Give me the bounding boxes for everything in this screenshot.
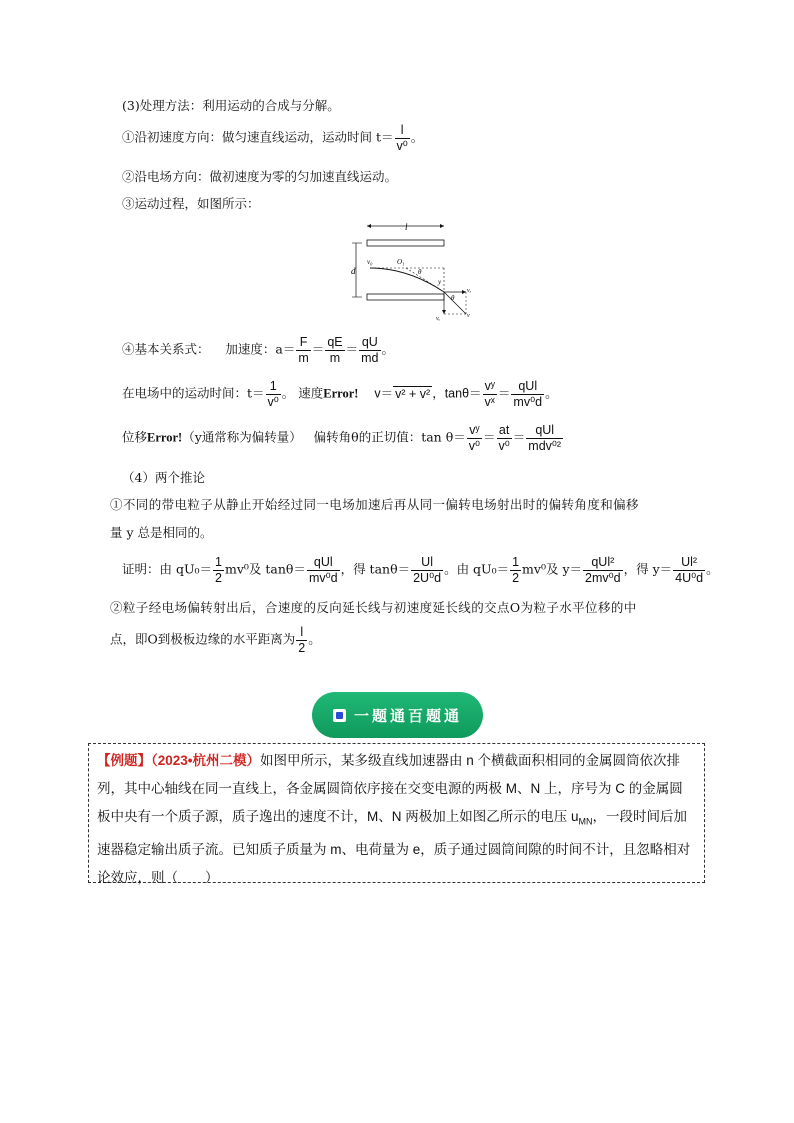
corollary-2-b: 点，即O到极板边缘的水平距离为 $\frac{l}{2}$ 。 xyxy=(110,625,321,655)
label-theta: θ xyxy=(418,268,422,276)
banner-text: 一题通百题通 xyxy=(353,706,462,725)
label-vy: vᵧ xyxy=(436,316,441,322)
example-sub: MN xyxy=(578,816,593,827)
label-v: v xyxy=(467,313,470,319)
lower-plate xyxy=(367,294,444,300)
time-velocity-line: 在电场中的运动时间：t＝ $\frac{1}{\text{v⁰}}$ 。 速度Error! v＝ v² + v² ，tanθ＝ $\frac{\text{vʸ}}{\text{vˣ}}$ ＝ $\frac{\text{qUl}}{\text{mv⁰d}}$ 。 xyxy=(122,379,558,409)
label-y: y xyxy=(438,278,442,286)
example-body-2: ，一段时间后加速器稳定输出质子流。已知质子质量为 m、电荷量为 e，质子通过圆筒间隙的时间不计，且忽略相对论效应，则（ ） xyxy=(97,809,691,885)
conclusion-3: ③运动过程，如图所示： xyxy=(122,196,260,211)
section-4-title: （4）两个推论 xyxy=(122,470,205,485)
section-3-title: (3)处理方法：利用运动的合成与分解。 xyxy=(122,98,340,113)
conclusion-4: ④基本关系式： 加速度：a＝ $\frac{F}{m}$ ＝ $\frac{qE}{m}$ ＝ $\frac{qU}{md}$ 。 xyxy=(122,335,395,365)
corollary-1-b: 量 y 总是相同的。 xyxy=(110,525,213,540)
label-v0: v₀ xyxy=(367,258,373,266)
proof-line: 证明：由 qU₀＝ $\frac{1}{2}$ mv⁰及 tanθ＝ $\frac{\text{qUl}}{\text{mv⁰d}}$ ，得 tanθ＝ $\frac{Ul}{\text{2U⁰d}}$ 。由 qU₀＝ $\frac{1}{2}$ mv⁰及 y＝ $\frac{\text{qUl²}}{\text{2mv⁰d}}$ ，得 y＝ $\frac{\text{Ul²}}{\text{4U⁰d}}$ 。 xyxy=(122,555,719,585)
conclusion-2: ②沿电场方向：做初速度为零的匀加速直线运动。 xyxy=(122,169,398,184)
example-box xyxy=(88,743,705,883)
deflection-diagram xyxy=(348,222,476,322)
example-tag: 【例题】 xyxy=(97,753,151,768)
label-o1: O₁ xyxy=(397,258,405,266)
label-d: d xyxy=(351,266,356,276)
label-vx: vₓ xyxy=(467,288,472,294)
fraction: $\frac{l}{\text{v⁰}}$ xyxy=(396,123,408,153)
conclusion-1: ①沿初速度方向：做匀速直线运动，运动时间 t＝ $\frac{l}{\text{v⁰}}$ 。 xyxy=(122,123,424,153)
displacement-line: 位移Error!（y通常称为偏转量） 偏转角θ的正切值：tan θ＝ $\frac{\text{vʸ}}{\text{v⁰}}$ ＝ $\frac{at}{\text{v⁰}}$ ＝ $\frac{\text{qUl}}{\text{mdv⁰²}}$ xyxy=(122,423,562,453)
corollary-2-a: ②粒子经电场偏转射出后，合速度的反向延长线与初速度延长线的交点O为粒子水平位移的中 xyxy=(110,600,637,615)
label-theta-2: θ xyxy=(451,294,455,302)
example-source: （2023•杭州二模） xyxy=(151,753,261,768)
example-body-1: 如图甲所示，某多级直线加速器由 n 个横截面积相同的金属圆筒依次排列，其中心轴线在同一直线上，各金属圆筒依序接在交变电源的两极 M、N 上，序号为 C 的金属圆板中央有一个质子源，质子逸出的速度不计，M、N 两极加上如图乙所示的电压 u xyxy=(97,753,683,824)
square-icon xyxy=(333,709,346,722)
upper-plate xyxy=(367,240,444,246)
section-banner xyxy=(312,692,483,738)
corollary-1-a: ①不同的带电粒子从静止开始经过同一电场加速后再从同一偏转电场射出时的偏转角度和偏移 xyxy=(110,497,639,512)
label-l: l xyxy=(405,222,408,232)
